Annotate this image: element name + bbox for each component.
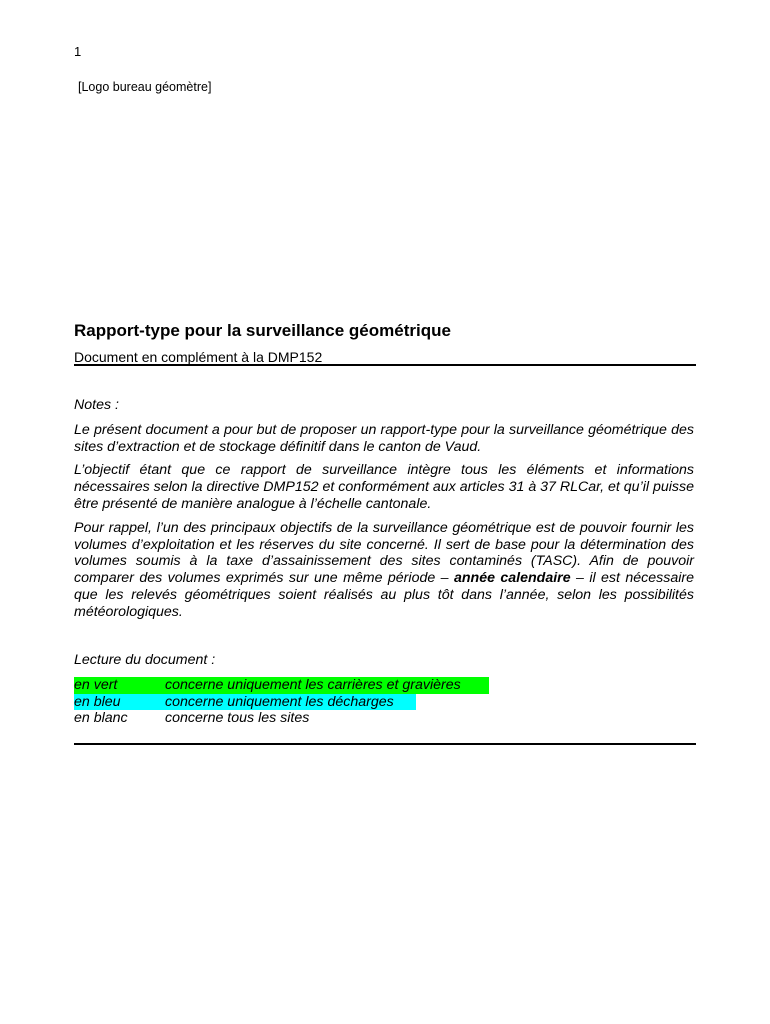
legend-key: en blanc — [74, 710, 128, 726]
notes-paragraph-3 — [74, 520, 694, 621]
legend-key: en vert — [74, 677, 118, 693]
legend-description: concerne uniquement les décharges — [165, 694, 416, 711]
top-divider — [74, 364, 696, 366]
legend-key: en bleu — [74, 694, 165, 711]
legend-section — [74, 652, 694, 727]
document-title: Rapport-type pour la surveillance géométrique — [74, 321, 451, 340]
notes-paragraph-3-start: Pour rappel, l’un des principaux objectifs de la surveillance géométrique est de pouvoir fournir les volumes d’exploitation et les réserves du site concerné. Il sert de base pour la détermination des volumes soumis à la taxe d’assainissement des sites contaminés (TASC). Afin de pouvoir comparer des volumes exprimés sur une même période – — [74, 519, 694, 587]
notes-section — [74, 397, 694, 628]
notes-paragraph-1: Le présent document a pour but de proposer un rapport-type pour la surveillance géométrique des sites d’extraction et de stockage définitif dans le canton de Vaud. — [74, 421, 694, 455]
bottom-divider — [74, 743, 696, 745]
notes-paragraph-3-end: – il est nécessaire que les relevés géométriques soient réalisés au plus tôt dans l’année, selon les possibilités météorologiques. — [74, 570, 694, 620]
legend-row-blue — [74, 694, 416, 711]
notes-paragraph-2: L’objectif étant que ce rapport de surveillance intègre tous les éléments et informations nécessaires selon la directive DMP152 et conformément aux articles 31 à 37 RLCar, et qu’il puisse être présenté de manière analogue à l’échelle cantonale. — [74, 462, 694, 512]
page-number: 1 — [74, 44, 82, 59]
document-subtitle: Document en complément à la DMP152 — [74, 349, 323, 365]
logo-placeholder: [Logo bureau géomètre] — [78, 80, 212, 94]
legend-row-white — [74, 710, 694, 727]
notes-paragraph-3-emphasis: année calendaire — [453, 570, 571, 587]
legend-title: Lecture du document : — [74, 652, 216, 668]
title-block — [74, 320, 696, 366]
notes-label: Notes : — [74, 397, 119, 413]
legend-row-green — [74, 677, 489, 694]
legend-description: concerne tous les sites — [165, 710, 310, 726]
legend-description: concerne uniquement les carrières et gravières — [165, 677, 461, 693]
